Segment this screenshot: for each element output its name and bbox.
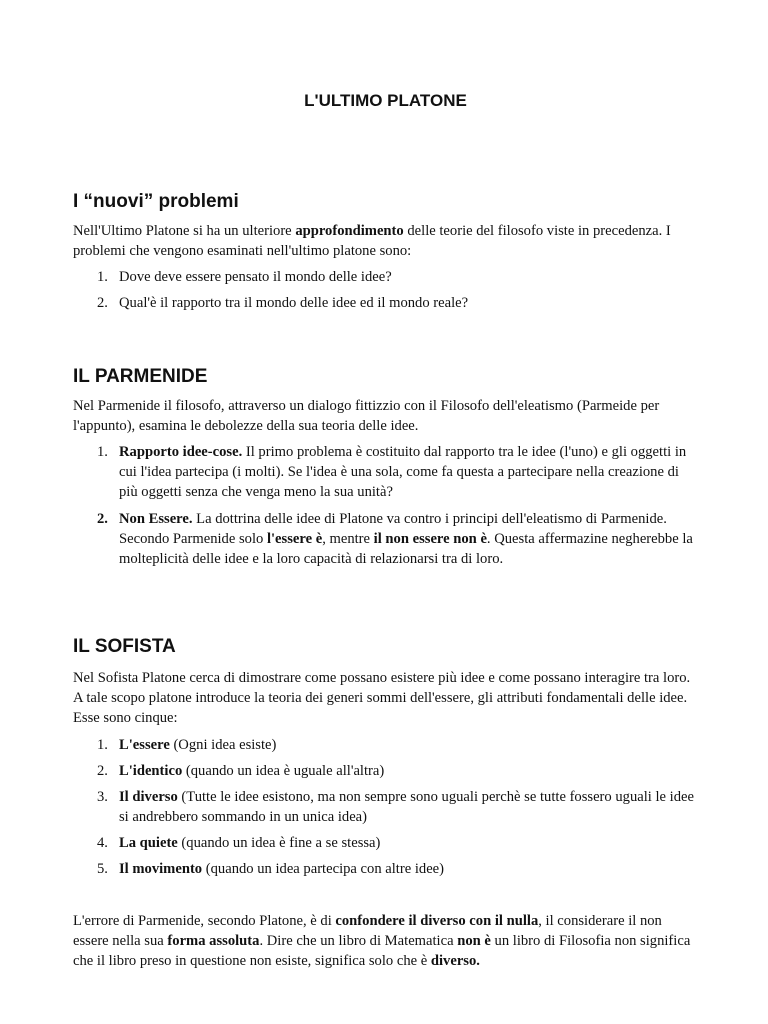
list-text: (Tutte le idee esistono, ma non sempre sono uguali perchè se tutte fossero uguali le idee si andrebbero sommando in un unica idea) <box>119 789 694 825</box>
bold-span: il non essere non è <box>373 531 487 547</box>
list-text: Dove deve essere pensato il mondo delle idee? <box>119 269 392 285</box>
section-sofista <box>73 668 698 971</box>
paragraph-intro <box>73 221 698 261</box>
text-span: . Dire che un libro di Matematica <box>259 933 458 949</box>
list-number: 3. <box>97 789 108 805</box>
section-heading-sofista: IL SOFISTA <box>73 636 176 657</box>
list-item <box>73 509 698 569</box>
bold-span: confondere il diverso con il nulla <box>335 913 539 929</box>
bold-span: diverso. <box>430 953 480 969</box>
bold-span: Non Essere. <box>119 511 193 527</box>
problems-list <box>73 267 698 313</box>
bold-span: Rapporto idee-cose. <box>119 444 243 460</box>
text-span: L'errore di Parmenide, secondo Platone, è di <box>73 913 336 929</box>
bold-span: approfondimento <box>295 223 404 239</box>
list-number: 5. <box>97 861 108 877</box>
list-text: (quando un idea è uguale all'altra) <box>182 763 385 779</box>
list-text: Il primo problema è costituito dal rapporto tra le idee (l'uno) e gli oggetti in cui l'idea partecipa (i molti). Se l'idea è una sola, come fa questa a partecipare nella creazione di più oggetti senza che venga meno la sua unità? <box>119 444 687 500</box>
list-item <box>73 787 698 827</box>
list-item <box>73 859 698 879</box>
bold-span: Il diverso <box>119 789 178 805</box>
list-item <box>73 267 698 287</box>
list-number: 2. <box>97 295 108 311</box>
bold-span: La quiete <box>119 835 178 851</box>
bold-span: L'essere <box>119 737 170 753</box>
text-span: . Questa affermazine negherebbe la molteplicità delle idee e la loro capacità di relazionarsi tra di loro. <box>119 531 693 567</box>
text-span: , mentre <box>322 531 374 547</box>
bold-span: l'essere è <box>266 531 323 547</box>
list-number: 1. <box>97 269 108 285</box>
list-item <box>73 833 698 853</box>
text-span: un libro di Filosofia non significa che il libro preso in questione non esiste, significa solo che è <box>73 933 691 969</box>
section-nuovi-problemi <box>73 221 698 313</box>
paragraph-intro: Nel Parmenide il filosofo, attraverso un dialogo fittizzio con il Filosofo dell'eleatismo (Parmeide per l'appunto), esamina le debolezze della sua teoria delle idee. <box>73 398 660 434</box>
generi-sommi-list <box>73 735 698 879</box>
list-text: (Ogni idea esiste) <box>169 737 277 753</box>
list-number: 2. <box>97 763 108 779</box>
list-item <box>73 761 698 781</box>
section-heading-nuovi-problemi: I “nuovi” problemi <box>73 191 239 212</box>
list-text: Qual'è il rapporto tra il mondo delle idee ed il mondo reale? <box>119 295 469 311</box>
bold-span: L'identico <box>119 763 183 779</box>
list-number: 1. <box>97 444 108 460</box>
text-span: La dottrina delle idee di Platone va contro i principi dell'eleatismo di Parmenide. Secondo Parmenide solo <box>119 511 667 547</box>
text-span: Nell'Ultimo Platone si ha un ulteriore <box>73 223 296 239</box>
bold-span: Il movimento <box>119 861 203 877</box>
list-text: (quando un idea è fine a se stessa) <box>177 835 381 851</box>
paragraph-intro: Nel Sofista Platone cerca di dimostrare come possano esistere più idee e come possano interagire tra loro. A tale scopo platone introduce la teoria dei generi sommi dell'essere, gli attributi fondamentali delle idee. Esse sono cinque: <box>73 670 691 726</box>
list-item <box>73 442 698 502</box>
section-heading-parmenide: IL PARMENIDE <box>73 366 208 387</box>
list-text: (quando un idea partecipa con altre idee) <box>202 861 445 877</box>
section-parmenide <box>73 396 698 569</box>
list-item <box>73 735 698 755</box>
text-span: delle teorie del filosofo viste in precedenza. I problemi che vengono esaminati nell'ultimo platone sono: <box>73 223 671 259</box>
bold-span: forma assoluta <box>167 933 260 949</box>
document-title: L'ULTIMO PLATONE <box>304 91 467 110</box>
list-item <box>73 293 698 313</box>
paragraph-closing <box>73 911 698 971</box>
list-number: 2. <box>97 511 108 527</box>
text-span: , il considerare il non essere nella sua <box>73 913 662 949</box>
bold-span: non è <box>457 933 491 949</box>
list-number: 4. <box>97 835 108 851</box>
list-number: 1. <box>97 737 108 753</box>
parmenide-list <box>73 442 698 569</box>
